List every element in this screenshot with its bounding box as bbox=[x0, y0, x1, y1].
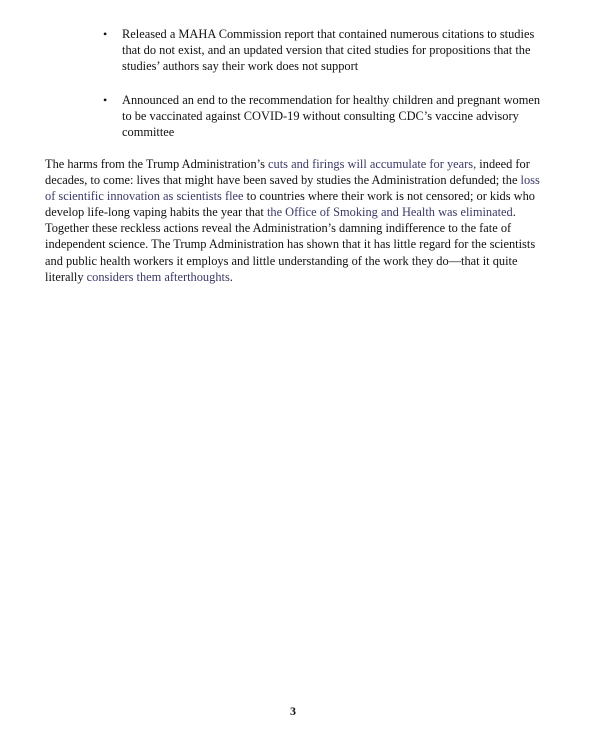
bullet-marker: • bbox=[103, 27, 108, 41]
bullet-list bbox=[100, 26, 550, 157]
paragraph-text: . Together these reckless actions reveal the Administration’s damning indifference to the fate of independent science. The Trump Administration has shown that it has little regard for the scientists and public health workers it employs and little understanding of the work they do—that it quite literally bbox=[45, 205, 536, 284]
link-office-of-smoking[interactable]: the Office of Smoking and Health was eliminated bbox=[266, 205, 513, 220]
paragraph-text: The harms from the Trump Administration’s bbox=[45, 157, 269, 171]
link-cuts-and-firings[interactable]: cuts and firings will accumulate for years, bbox=[268, 157, 477, 171]
page-number: 3 bbox=[290, 704, 296, 718]
body-paragraph bbox=[45, 156, 548, 285]
bullet-marker: • bbox=[103, 92, 108, 107]
link-loss-of-innovation[interactable]: loss of scientific innovation as scientists flee bbox=[45, 173, 540, 204]
paragraph-text: . bbox=[229, 269, 233, 284]
link-afterthoughts[interactable]: considers them afterthoughts bbox=[86, 269, 230, 284]
paragraph-text: indeed for decades, to come: lives that might have been saved by studies the Administration defunded; the bbox=[45, 157, 530, 188]
bullet-text: Released a MAHA Commission report that contained numerous citations to studies that do not exist, and an updated version that cited studies for propositions that the studies’ authors say their work does not support bbox=[122, 27, 535, 74]
bullet-item-maha-report bbox=[100, 26, 550, 75]
paragraph-text: to countries where their work is not censored; or kids who develop life-long vaping habits the year that bbox=[45, 189, 536, 220]
bullet-item-covid-vaccine bbox=[100, 92, 550, 141]
bullet-text: Announced an end to the recommendation for healthy children and pregnant women to be vaccinated against COVID-19 without consulting CDC’s vaccine advisory committee bbox=[122, 92, 541, 140]
